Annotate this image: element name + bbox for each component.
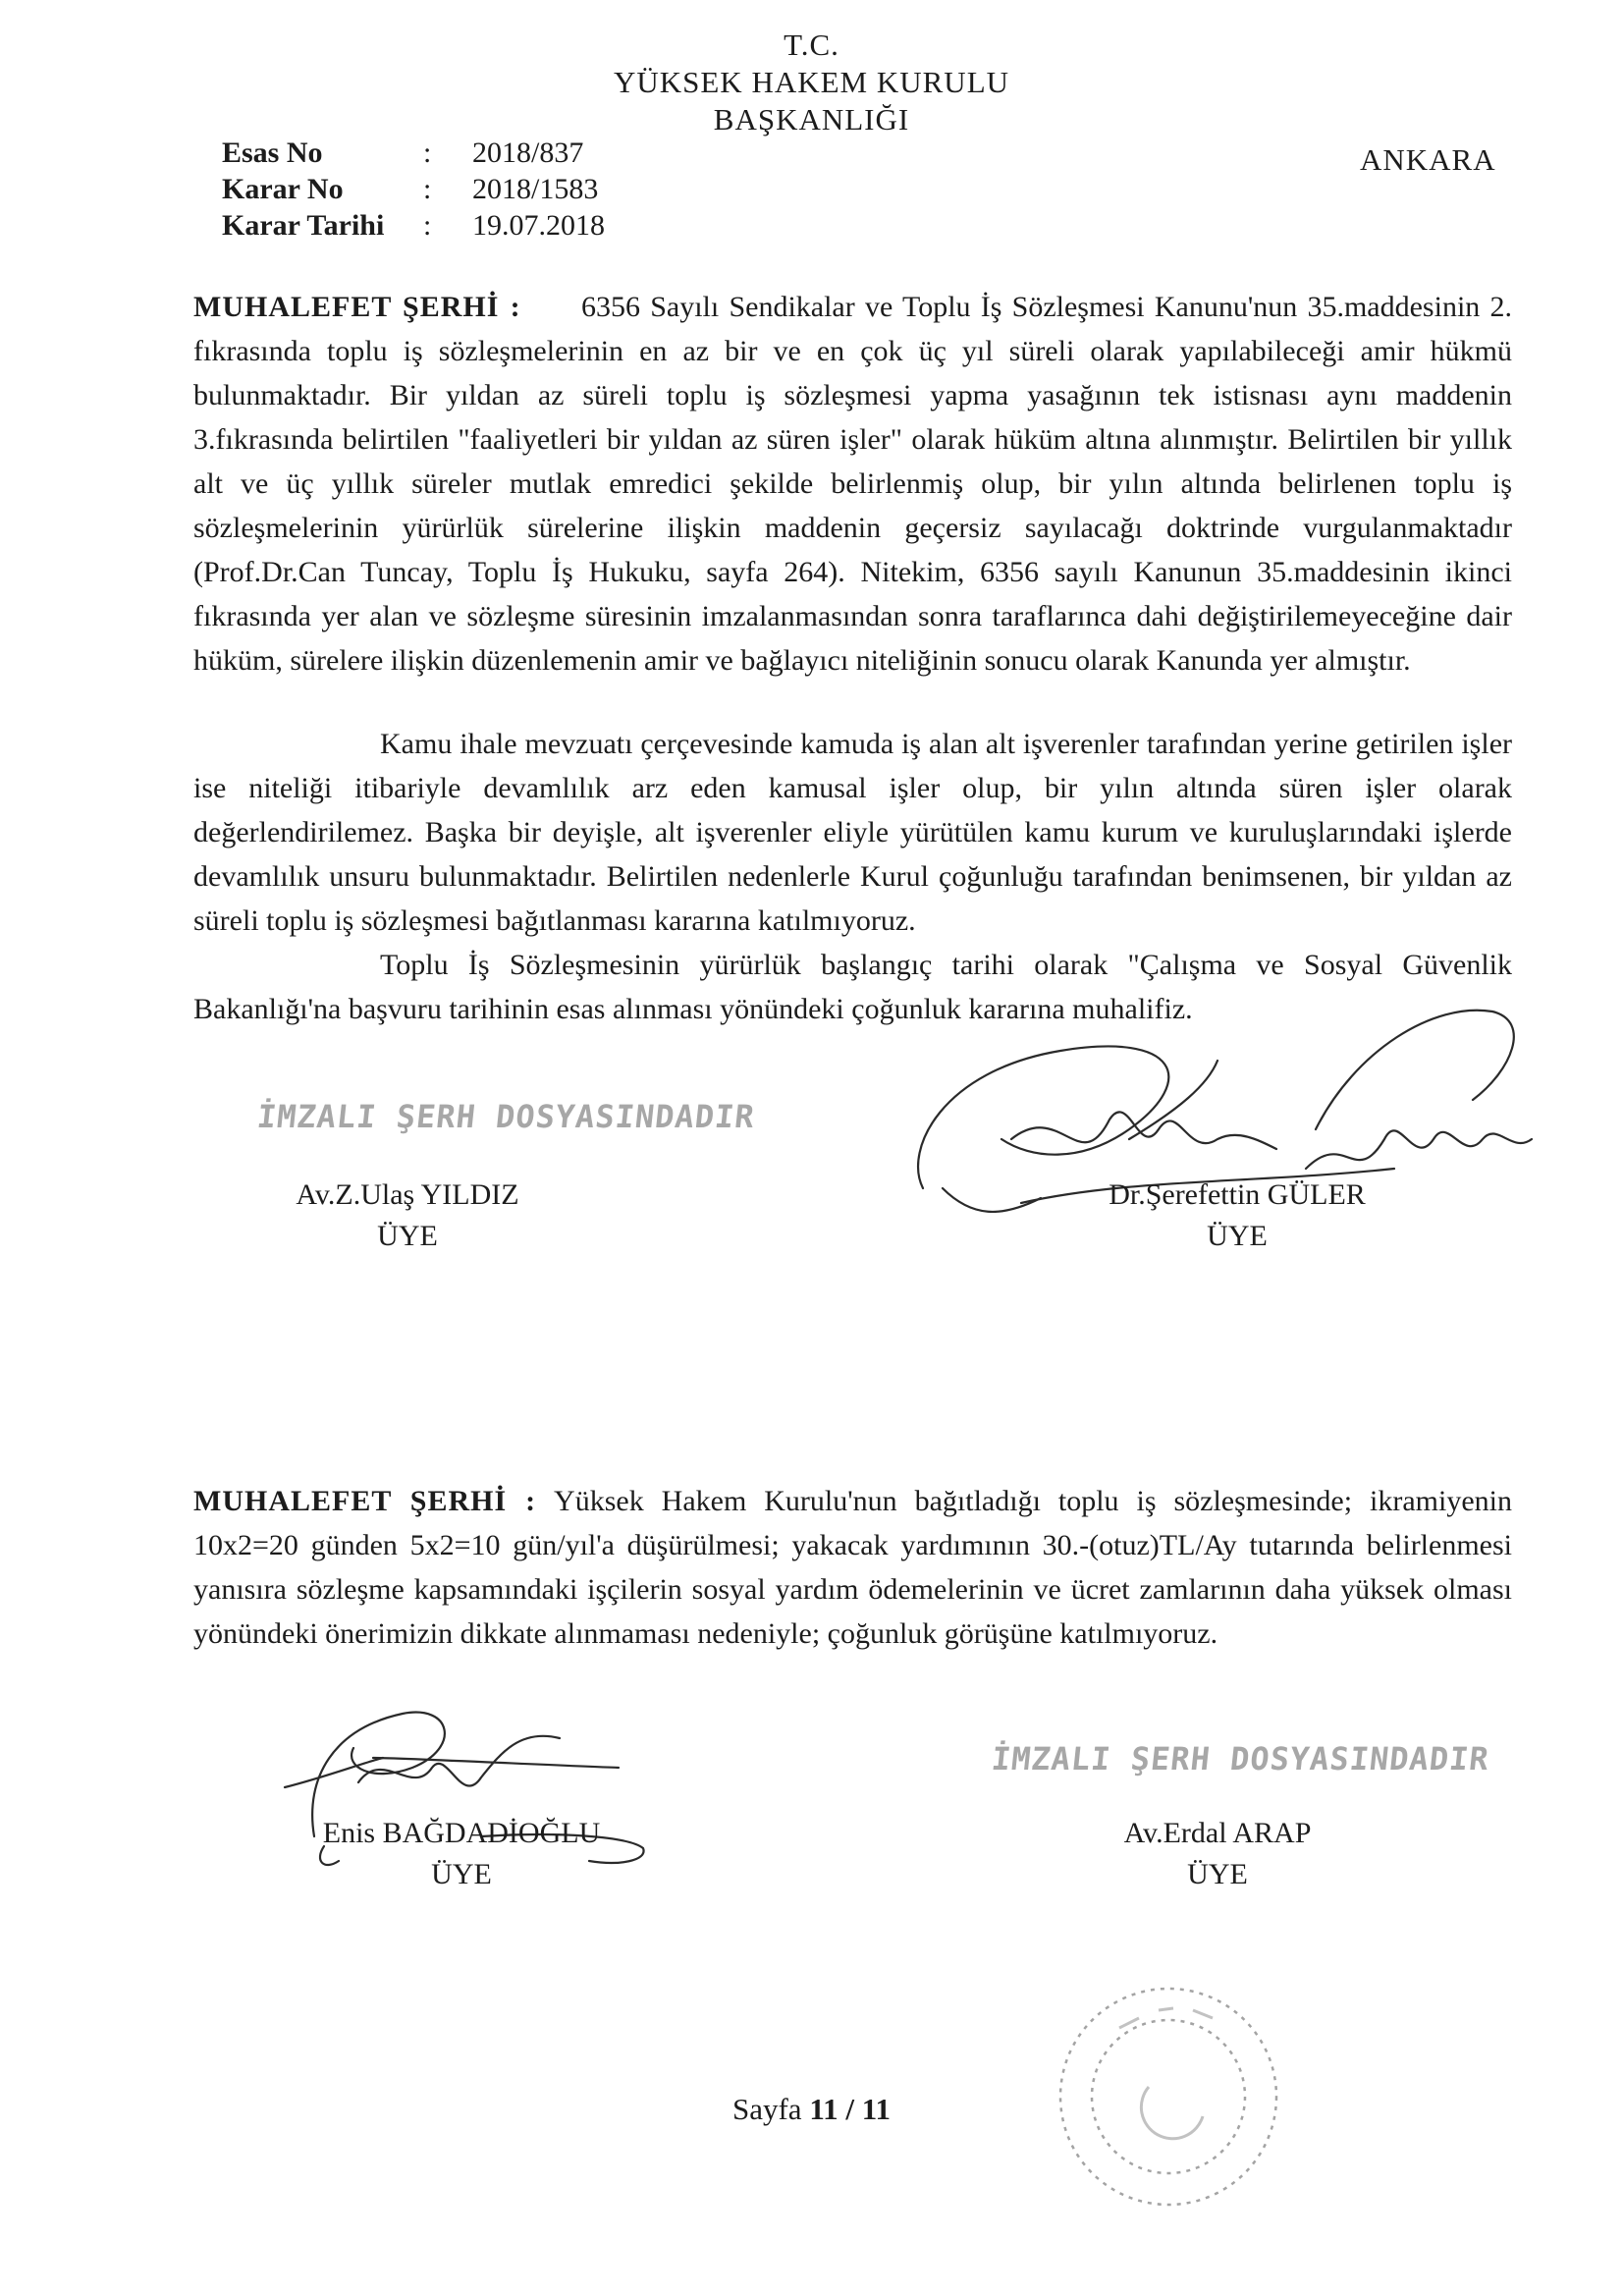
dissent1-text2: Kamu ihale mevzuatı çerçevesinde kamuda iş alan alt işverenler tarafından yerine getirilen işler ise niteliği itibariyle devamlılık arz eden kamusal işler olup, bir yılın altında süren işler olarak değerlendirilemez. Başka bir deyişle, alt işverenler eliyle yürütülen kamu kurum ve kuruluşlarındaki işlerde devamlılık unsuru bulunmaktadır. Belirtilen nedenlerle Kurul çoğunluğu tarafından benimsenen, bir yıldan az süreli toplu iş sözleşmesi bağıtlanması kararına katılmıyoruz. [193, 728, 1512, 937]
meta-label: Karar No [222, 173, 344, 205]
header-tc: T.C. [784, 27, 839, 62]
official-seal [1001, 1959, 1325, 2214]
dissent1-paragraph1 [193, 285, 1512, 683]
dissent2-paragraph [193, 1479, 1512, 1656]
meta-sep: : [423, 173, 432, 205]
signer-role: ÜYE [431, 1858, 492, 1890]
signer-guler [1041, 1175, 1434, 1257]
signer-name: Av.Z.Ulaş YILDIZ [296, 1178, 519, 1211]
header-presidency: BAŞKANLIĞI [713, 102, 910, 137]
signed-stamp-left: İMZALI ŞERH DOSYASINDADIR [255, 1098, 757, 1135]
page-label: Sayfa [731, 2092, 802, 2126]
page-footer [0, 2092, 1623, 2127]
meta-row-tarih [222, 207, 605, 244]
signer-role: ÜYE [1207, 1220, 1268, 1252]
meta-label: Karar Tarihi [222, 209, 385, 242]
signer-arap [1070, 1813, 1365, 1895]
header-institution: YÜKSEK HAKEM KURULU [613, 65, 1010, 99]
meta-row-karar [222, 171, 605, 207]
meta-value: 19.07.2018 [472, 209, 605, 242]
dissent1-text3: Toplu İş Sözleşmesinin yürürlük başlangıç tarihi olarak "Çalışma ve Sosyal Güvenlik Bakanlığı'na başvuru tarihinin esas alınması yönündeki çoğunluk kararına muhalifiz. [193, 949, 1512, 1025]
case-meta [222, 135, 605, 244]
meta-sep: : [423, 209, 432, 242]
signer-role: ÜYE [377, 1220, 438, 1252]
meta-value: 2018/1583 [472, 173, 599, 205]
dissent2-text: Yüksek Hakem Kurulu'nun bağıtladığı toplu iş sözleşmesinde; ikramiyenin 10x2=20 günden 5x2=10 gün/yıl'a düşürülmesi; yakacak yardımının 30.-(otuz)TL/Ay tutarında belirlenmesi yanısıra sözleşme kapsamındaki işçilerin sosyal yardım ödemelerinin ve ücret zamlarının daha yüksek olması yönündeki önerimizin dikkate alınmaması nedeniyle; çoğunluk görüşüne katılmıyoruz. [193, 1485, 1512, 1650]
dissent1-label: MUHALEFET ŞERHİ : [193, 291, 521, 323]
meta-sep: : [423, 137, 432, 169]
meta-value: 2018/837 [472, 137, 584, 169]
dissent1-text1: 6356 Sayılı Sendikalar ve Toplu İş Sözleşmesi Kanunu'nun 35.maddesinin 2. fıkrasında toplu iş sözleşmelerinin en az bir ve en çok üç yıl süreli olarak yapılabileceği amir hükmü bulunmaktadır. Bir yıldan az süreli toplu iş sözleşmesi yapma yasağının tek istisnası aynı maddenin 3.fıkrasında belirtilen "faaliyetleri bir yıldan az süren işler" olarak hüküm altına alınmıştır. Belirtilen bir yıllık alt ve üç yıllık süreler mutlak emredici şekilde belirlenmiş olup, bir yılın altında belirlenen toplu iş sözleşmelerinin yürürlük sürelerine ilişkin maddenin geçersiz sayılacağı doktrinde vurgulanmaktadır (Prof.Dr.Can Tuncay, Toplu İş Hukuku, sayfa 264). Nitekim, 6356 sayılı Kanunun 35.maddesinin ikinci fıkrasında yer alan ve sözleşme süresinin imzalanmasından sonra taraflarınca dahi değiştirilemeyeceğine dair hüküm, sürelere ilişkin düzenlemenin amir ve bağlayıcı niteliğinin sonucu olarak Kanunda yer almıştır. [193, 291, 1513, 677]
meta-row-esas [222, 135, 605, 171]
signer-name: Av.Erdal ARAP [1123, 1817, 1312, 1849]
signer-yildiz [245, 1175, 569, 1257]
page-number: 11 / 11 [809, 2092, 892, 2126]
meta-label: Esas No [222, 137, 323, 169]
dissent1-paragraph2 [193, 722, 1512, 943]
signed-stamp-right: İMZALI ŞERH DOSYASINDADIR [990, 1740, 1491, 1777]
city: ANKARA [1360, 142, 1496, 177]
signer-name: Enis BAĞDADİOĞLU [322, 1817, 601, 1849]
signer-role: ÜYE [1187, 1858, 1248, 1890]
signer-bagdadioglu [255, 1813, 668, 1895]
dissent2-label: MUHALEFET ŞERHİ : [193, 1485, 537, 1517]
signer-name: Dr.Şerefettin GÜLER [1109, 1178, 1366, 1211]
